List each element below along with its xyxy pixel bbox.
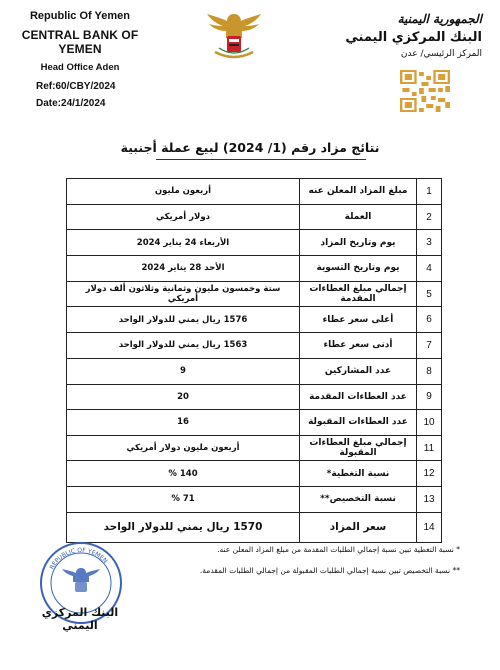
row-label: يوم وتاريخ المزاد <box>300 230 417 256</box>
row-number: 3 <box>417 230 442 256</box>
row-value: أربعون مليون <box>67 179 300 205</box>
row-label: العملة <box>300 204 417 230</box>
row-value: الأحد 28 يناير 2024 <box>67 256 300 282</box>
yemen-eagle-emblem-icon <box>205 8 263 62</box>
row-value: أربعون مليون دولار أمريكي <box>67 435 300 461</box>
office-name-ar: المركز الرئيسي/ عدن <box>400 49 482 59</box>
row-value: 140 % <box>67 461 300 487</box>
row-number: 8 <box>417 358 442 384</box>
row-label: نسبة التغطية* <box>300 461 417 487</box>
row-label: إجمالي مبلغ العطاءات المقبولة <box>300 435 417 461</box>
row-label: إجمالي مبلغ العطاءات المقدمة <box>300 281 417 307</box>
row-number: 9 <box>417 384 442 410</box>
row-label: أدنى سعر عطاء <box>300 333 417 359</box>
row-number: 2 <box>417 204 442 230</box>
bank-name-en: CENTRAL BANK OF YEMEN <box>21 28 139 56</box>
qr-code-icon <box>400 70 450 112</box>
table-row <box>67 256 442 282</box>
table-row <box>67 230 442 256</box>
row-number: 5 <box>417 281 442 307</box>
row-label: أعلى سعر عطاء <box>300 307 417 333</box>
header-arabic-block <box>332 12 482 59</box>
table-row <box>67 281 442 307</box>
svg-text:REPUBLIC OF YEMEN: REPUBLIC OF YEMEN <box>48 546 109 571</box>
row-value: الأربعاء 24 يناير 2024 <box>67 230 300 256</box>
footnote-allocation: ** نسبة التخصيص تبين نسبة إجمالي الطلبات المقبولة من إجمالي الطلبات المقدمة. <box>199 566 460 575</box>
row-label: سعر المزاد <box>300 512 417 542</box>
title-underline <box>156 159 366 160</box>
document-title: نتائج مزاد رقم (1/ 2024) لبيع عملة أجنبية <box>120 140 380 155</box>
table-row <box>67 307 442 333</box>
row-label: عدد العطاءات المقبولة <box>300 410 417 436</box>
row-label: يوم وتاريخ التسوية <box>300 256 417 282</box>
row-value: ستة وخمسون مليون وثمانية وثلاثون ألف دولار أمريكي <box>67 281 300 307</box>
header-english-block <box>0 10 160 73</box>
reference-number: Ref:60/CBY/2024 <box>36 81 116 92</box>
row-value: 1570 ريال يمني للدولار الواحد <box>67 512 300 542</box>
table-row <box>67 204 442 230</box>
row-value: 20 <box>67 384 300 410</box>
footnote-coverage: * نسبة التغطية تبين نسبة إجمالي الطلبات المقدمة من مبلغ المزاد المعلن عنه. <box>217 545 460 554</box>
row-value: دولار أمريكي <box>67 204 300 230</box>
row-number: 14 <box>417 512 442 542</box>
republic-name-ar: الجمهورية اليمنية <box>397 12 482 26</box>
row-number: 12 <box>417 461 442 487</box>
row-value: 9 <box>67 358 300 384</box>
table-row <box>67 461 442 487</box>
table-row <box>67 333 442 359</box>
table-row <box>67 384 442 410</box>
row-number: 4 <box>417 256 442 282</box>
row-number: 13 <box>417 487 442 513</box>
row-label: عدد العطاءات المقدمة <box>300 384 417 410</box>
table-row <box>67 410 442 436</box>
table-row <box>67 512 442 542</box>
table-row <box>67 179 442 205</box>
bank-name-ar: البنك المركزي اليمني <box>345 30 482 45</box>
row-number: 1 <box>417 179 442 205</box>
auction-results-table <box>66 178 442 543</box>
table-row <box>67 358 442 384</box>
signature-bank-name: البنك المركزي اليمني <box>41 606 119 632</box>
row-label: نسبة التخصيص** <box>300 487 417 513</box>
table-row <box>67 435 442 461</box>
row-number: 7 <box>417 333 442 359</box>
row-label: مبلغ المزاد المعلن عنه <box>300 179 417 205</box>
table-row <box>67 487 442 513</box>
row-value: 71 % <box>67 487 300 513</box>
row-value: 1576 ريال يمني للدولار الواحد <box>67 307 300 333</box>
office-name-en: Head Office Aden <box>40 62 120 73</box>
republic-name-en: Republic Of Yemen <box>29 10 131 22</box>
row-number: 11 <box>417 435 442 461</box>
row-value: 16 <box>67 410 300 436</box>
document-date: Date:24/1/2024 <box>36 98 106 109</box>
row-value: 1563 ريال يمني للدولار الواحد <box>67 333 300 359</box>
row-label: عدد المشاركين <box>300 358 417 384</box>
row-number: 10 <box>417 410 442 436</box>
row-number: 6 <box>417 307 442 333</box>
